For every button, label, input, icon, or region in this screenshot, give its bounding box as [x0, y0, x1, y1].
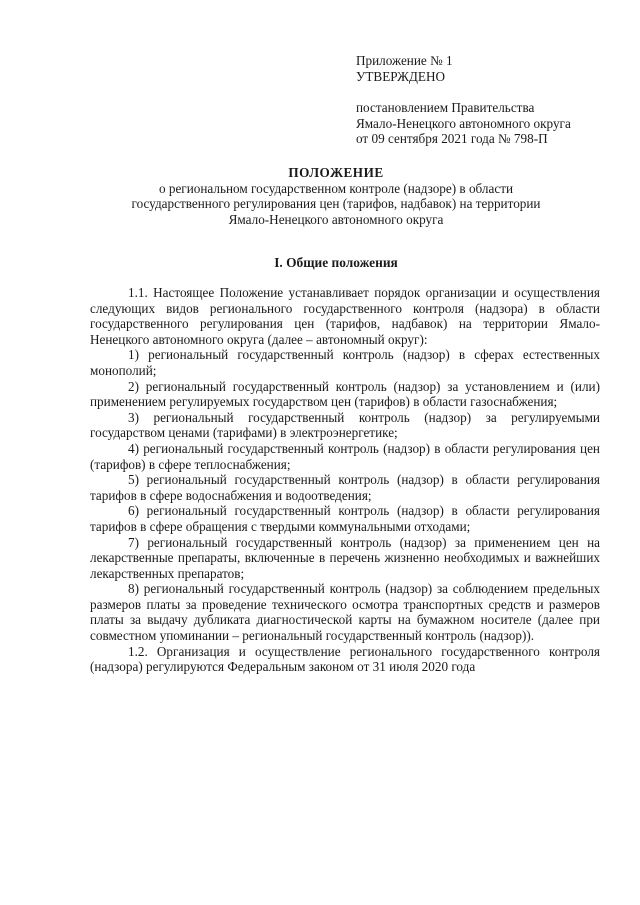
- paragraph: 1.2. Организация и осуществление регионального государственного контроля (надзора) регулируются Федеральным законом от 31 июля 2020 года: [90, 643, 600, 675]
- spacer: [356, 84, 571, 100]
- document-body: [90, 285, 600, 675]
- blank-area: [0, 765, 640, 905]
- paragraph: 6) региональный государственный контроль (надзор) в области регулирования тарифов в сфере обращения с твердыми коммунальными отходами;: [90, 503, 600, 534]
- paragraph: 5) региональный государственный контроль (надзор) в области регулирования тарифов в сфере водоснабжения и водоотведения;: [90, 472, 600, 503]
- paragraph: 2) региональный государственный контроль (надзор) за установлением и (или) применением регулируемых государством цен (тарифов) в области газоснабжения;: [90, 378, 600, 410]
- approved-label: УТВЕРЖДЕНО: [356, 68, 446, 84]
- government-line: Ямало-Ненецкого автономного округа: [356, 115, 571, 131]
- paragraph: 7) региональный государственный контроль (надзор) за применением цен на лекарственные препараты, включенные в перечень жизненно необходимых и важнейших лекарственных препаратов;: [90, 534, 600, 581]
- paragraph: 4) региональный государственный контроль (надзор) в области регулирования цен (тарифов) в сфере теплоснабжения;: [90, 440, 600, 472]
- paragraph: 1) региональный государственный контроль (надзор) в сферах естественных монополий;: [90, 347, 600, 378]
- title-line-1: о региональном государственном контроле (надзоре) в области: [158, 180, 514, 196]
- paragraph: 1.1. Настоящее Положение устанавливает порядок организации и осуществления следующих видов регионального государственного контроля (надзора) в области государственного регулирования цен (тарифов, надбавок) на территории Ямало-Ненецкого автономного округа (далее – автономный округ):: [90, 285, 600, 347]
- approval-block: [356, 53, 571, 147]
- title-main: ПОЛОЖЕНИЕ: [288, 165, 384, 180]
- title-line-3: Ямало-Ненецкого автономного округа: [228, 211, 444, 227]
- section-heading: I. Общие положения: [274, 255, 398, 270]
- title-line-2: государственного регулирования цен (тарифов, надбавок) на территории: [131, 196, 541, 211]
- date-number-line: от 09 сентября 2021 года № 798-П: [356, 131, 548, 146]
- resolution-line: постановлением Правительства: [356, 100, 535, 115]
- paragraph: 3) региональный государственный контроль (надзор) за регулируемыми государством ценами (тарифами) в электроэнергетике;: [90, 409, 600, 441]
- appendix-label: Приложение № 1: [356, 53, 453, 68]
- document-title: [60, 165, 612, 227]
- paragraph: 8) региональный государственный контроль (надзор) за соблюдением предельных размеров платы за проведение технического осмотра транспортных средств и размеров платы за выдачу дубликата диагностической карты на бумажном носителе (далее при совместном упоминании – региональный государственный контроль (надзор)).: [90, 581, 600, 644]
